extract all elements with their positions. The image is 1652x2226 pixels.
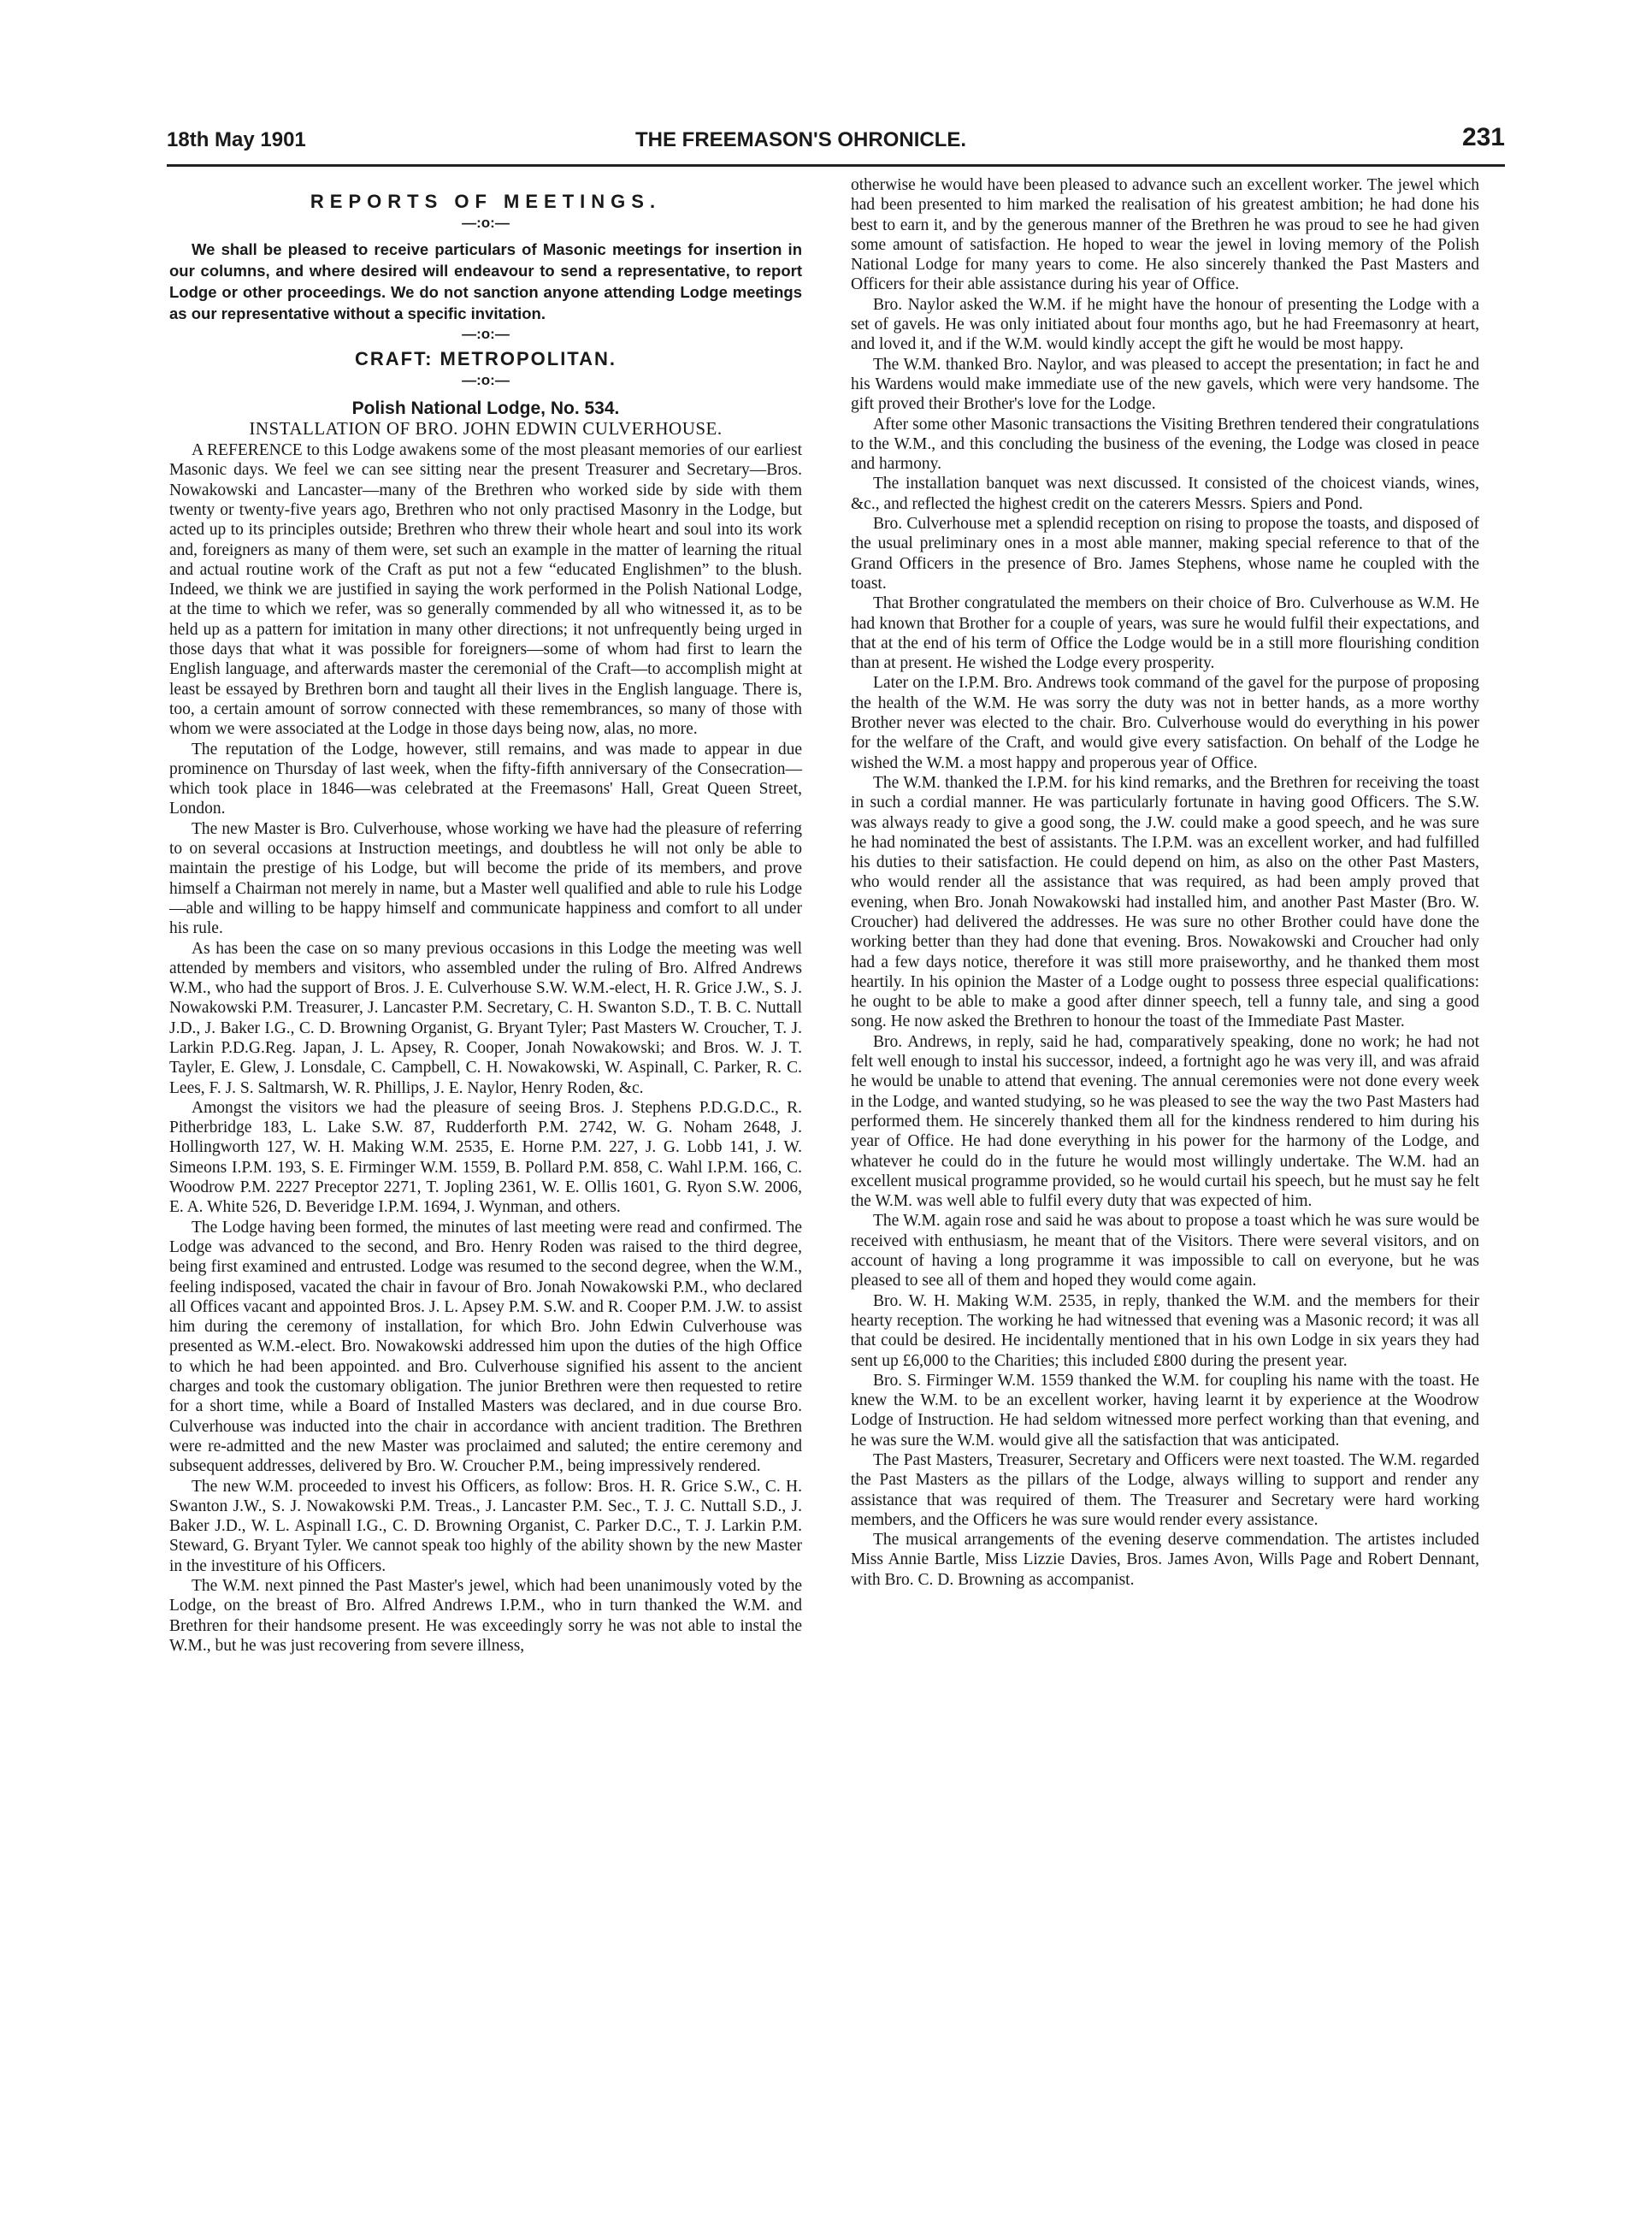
section-title: REPORTS OF MEETINGS.: [310, 191, 662, 212]
right-column: [851, 175, 1479, 1590]
article-paragraph: Bro. W. H. Making W.M. 2535, in reply, thanked the W.M. and the members for their hearty reception. The working he had witnessed that evening was a Masonic record; it was all that could be desired. He incidentally mentioned that in his own Lodge in six years they had sent up £6,000 to the Charities; this included £800 during the present year.: [851, 1291, 1479, 1370]
header-publication-title: THE FREEMASON'S OHRONICLE.: [635, 128, 967, 151]
article-paragraph: Amongst the visitors we had the pleasure of seeing Bros. J. Stephens P.D.G.D.C., R. Pitherbridge 183, L. Lake S.W. 87, Rudderforth P.M. 2742, W. G. Noham 2648, J. Hollingworth 127, W. H. Making W.M. 2535, E. Horne P.M. 227, J. G. Lobb 141, J. W. Simeons I.P.M. 193, S. E. Firminger W.M. 1559, B. Pollard P.M. 858, C. Wahl I.P.M. 166, C. Woodrow P.M. 2227 Preceptor 2271, T. Jopling 2361, W. E. Ollis 1601, G. Ryon S.W. 2006, E. A. White 526, D. Beveridge I.P.M. 1694, J. Wynman, and others.: [169, 1098, 802, 1217]
craft-heading: CRAFT: METROPOLITAN.: [354, 347, 617, 369]
left-column: [169, 178, 802, 1656]
article-paragraph: A REFERENCE to this Lodge awakens some of the most pleasant memories of our earliest Masonic days. We feel we can see sitting near the present Treasurer and Secretary—Bros. Nowakowski and Lancaster—many of the Brethren who worked side by side with them twenty or twenty-five years ago, Brethren who not only practised Masonry in the Lodge, but acted up to its principles outside; Brethren who threw their whole heart and soul into its work and, foreigners as many of them were, set such an example in the matter of learning the ritual and actual routine work of the Craft as put not a few “educated Englishmen” to the blush. Indeed, we think we are justified in saying the work performed in the Polish National Lodge, at the time to which we refer, was so generally commended by all who witnessed it, as to be held up as a pattern for imitation in many other directions; it not unfrequently being urged in those days that what it was possible for foreigners—some of whom had first to learn the English language, and afterwards master the ceremonial of the Craft—to accomplish might at least be essayed by Brethren born and taught all their lives in the English language. There is, too, a certain amount of sorrow connected with these remembrances, so many of those with whom we were associated at the Lodge in those days being now, alas, no more.: [169, 441, 802, 739]
article-paragraph: The musical arrangements of the evening deserve commendation. The artistes included Miss Annie Bartle, Miss Lizzie Davies, Bros. James Avon, Wills Page and Robert Dennant, with Bro. C. D. Browning as accompanist.: [851, 1531, 1479, 1589]
article-paragraph: The W.M. thanked Bro. Naylor, and was pleased to accept the presentation; in fact he and his Wardens would make immediate use of the new gavels, which were very handsome. The gift proved their Brother's love for the Lodge.: [851, 355, 1479, 414]
installation-heading: INSTALLATION OF BRO. JOHN EDWIN CULVERHOUSE.: [249, 417, 723, 439]
article-paragraph: Bro. Naylor asked the W.M. if he might have the honour of presenting the Lodge with a set of gavels. He was only initiated about four months ago, but he had Freemasonry at heart, and loved it, and if the W.M. would kindly accept the gift he would be most happy.: [851, 295, 1479, 354]
notice-divider: —:o:—: [462, 325, 510, 342]
article-paragraph: The new Master is Bro. Culverhouse, whose working we have had the pleasure of referring to on several occasions at Instruction meetings, and doubtless he will not only be able to maintain the prestige of his Lodge, but will become the pride of its members, and prove himself a Chairman not merely in name, but a Master well qualified and able to rule his Lodge—able and willing to be happy himself and communicate happiness and comfort to all under his rule.: [169, 819, 802, 938]
article-paragraph: The new W.M. proceeded to invest his Officers, as follow: Bros. H. R. Grice S.W., C. H. Swanton J.W., S. J. Nowakowski P.M. Treas., J. Lancaster P.M. Sec., T. J. C. Nuttall S.D., J. Baker J.D., W. L. Aspinall I.G., C. D. Browning Organist, C. Parker D.C., T. J. Larkin P.M. Steward, G. Bryant Tyler. We cannot speak too highly of the ability shown by the new Master in the investiture of his Officers.: [169, 1477, 802, 1575]
article-paragraph: That Brother congratulated the members on their choice of Bro. Culverhouse as W.M. He had known that Brother for a couple of years, was sure he would fulfil their expectations, and that at the end of his term of Office the Lodge would be in a still more flourishing condition than at present. He wished the Lodge every prosperity.: [851, 594, 1479, 673]
article-paragraph: Bro. S. Firminger W.M. 1559 thanked the W.M. for coupling his name with the toast. He knew the W.M. to be an excellent worker, having learnt it by experience at the Woodrow Lodge of Instruction. He had seldom witnessed more perfect working than that evening, and he was sure the W.M. would give all the satisfaction that was anticipated.: [851, 1371, 1479, 1450]
article-paragraph: Bro. Andrews, in reply, said he had, comparatively speaking, done no work; he had not felt well enough to instal his successor, indeed, a fortnight ago he was very ill, and was afraid he would be unable to attend that evening. The annual ceremonies were not done every week in the Lodge, and wanted studying, so he was pleased to see the way the two Past Masters had performed them. He sincerely thanked them all for the kindness rendered to him during his year of Office. He had done everything in his power for the harmony of the Lodge, and whatever he could do in the future he would most willingly undertake. The W.M. had an excellent musical programme provided, so he would curtail his speech, but he must say he felt the W.M. was well able to fulfil every duty that was expected of him.: [851, 1032, 1479, 1211]
editorial-notice: We shall be pleased to receive particulars of Masonic meetings for insertion in our columns, and where desired will endeavour to send a representative, to report Lodge or other proceedings. We do not sanction anyone attending Lodge meetings as our representative without a specific invitation.: [169, 239, 802, 322]
article-paragraph: The reputation of the Lodge, however, still remains, and was made to appear in due prominence on Thursday of last week, when the fifty-fifth anniversary of the Consecration—which took place in 1846—was celebrated at the Freemasons' Hall, Great Queen Street, London.: [169, 740, 802, 818]
header-page-number: 231: [1461, 123, 1505, 151]
craft-divider: —:o:—: [462, 372, 510, 389]
article-paragraph: The W.M. again rose and said he was about to propose a toast which he was sure would be received with enthusiasm, he meant that of the Visitors. There were several visitors, and on account of having a long programme it was impossible to call on everyone, but he was pleased to see all of them and hoped they would come again.: [851, 1212, 1479, 1290]
article-paragraph: otherwise he would have been pleased to advance such an excellent worker. The jewel which had been presented to him marked the realisation of his greatest ambition; he had done his best to earn it, and by the generous manner of the Brethren he was proud to see he had given some amount of satisfaction. He hoped to wear the jewel in loving memory of the Polish National Lodge for many years to come. He also sincerely thanked the Past Masters and Officers for their able assistance during his year of Office.: [851, 176, 1479, 294]
article-paragraph: The W.M. next pinned the Past Master's jewel, which had been unanimously voted by the Lodge, on the breast of Bro. Alfred Andrews I.P.M., who in turn thanked the W.M. and Brethren for their handsome present. He was exceedingly sorry he was not able to instal the W.M., but he was just recovering from severe illness,: [169, 1577, 802, 1655]
header-date: 18th May 1901: [167, 128, 306, 151]
section-divider: —:o:—: [462, 215, 510, 232]
page-header: [167, 123, 1505, 166]
article-paragraph: Bro. Culverhouse met a splendid reception on rising to propose the toasts, and disposed of the usual preliminary ones in a most able manner, making special reference to that of the Grand Officers in the presence of Bro. James Stephens, whose name he coupled with the toast.: [851, 515, 1479, 593]
lodge-heading: Polish National Lodge, No. 534.: [351, 399, 620, 419]
article-paragraph: Later on the I.P.M. Bro. Andrews took command of the gavel for the purpose of proposing the health of the W.M. He was sorry the duty was not in better hands, as a more worthy Brother never was elected to the chair. Bro. Culverhouse would do everything in his power for the welfare of the Craft, and would give every satisfaction. On behalf of the Lodge he wished the W.M. a most happy and properous year of Office.: [851, 674, 1479, 772]
article-paragraph: The installation banquet was next discussed. It consisted of the choicest viands, wines, &c., and reflected the highest credit on the caterers Messrs. Spiers and Pond.: [851, 475, 1479, 513]
article-paragraph: As has been the case on so many previous occasions in this Lodge the meeting was well attended by members and visitors, who assembled under the ruling of Bro. Alfred Andrews W.M., who had the support of Bros. J. E. Culverhouse S.W. W.M.-elect, H. R. Grice J.W., S. J. Nowakowski P.M. Treasurer, J. Lancaster P.M. Secretary, C. H. Swanton S.D., T. B. C. Nuttall J.D., J. Baker I.G., C. D. Browning Organist, G. Bryant Tyler; Past Masters W. Croucher, T. J. Larkin P.D.G.Reg. Japan, J. L. Apsey, R. Cooper, Jonah Nowakowski; and Bros. W. J. T. Tayler, E. Glew, J. Lonsdale, C. Campbell, C. H. Nowakowski, W. Aspinall, C. Parker, R. C. Lees, F. J. S. Saltmarsh, W. R. Phillips, J. E. Naylor, Henry Roden, &c.: [169, 939, 802, 1097]
header-rule: [167, 164, 1505, 167]
article-paragraph: After some other Masonic transactions the Visiting Brethren tendered their congratulations to the W.M., and this concluding the business of the evening, the Lodge was closed in peace and harmony.: [851, 415, 1479, 474]
article-paragraph: The W.M. thanked the I.P.M. for his kind remarks, and the Brethren for receiving the toast in such a cordial manner. He was particularly fortunate in having good Officers. The S.W. was always ready to give a good song, the J.W. could make a good speech, and he was sure he had nominated the best of assistants. The I.P.M. was an excellent worker, and had fulfilled his duties to their satisfaction. He could depend on him, as also on the other Past Masters, who would render all the assistance that was required, as had been amply proved that evening, when Bro. Jonah Nowakowski had installed him, and another Past Master (Bro. W. Croucher) had delivered the addresses. He was sure no other Brother could have done the working better than they had done that evening. Bros. Nowakowski and Croucher had only had a few days notice, therefore it was still more praiseworthy, and he thanked them most heartily. In his opinion the Master of a Lodge ought to possess three especial qualifications: he ought to be able to make a good after dinner speech, tell a funny tale, and sing a good song. He now asked the Brethren to honour the toast of the Immediate Past Master.: [851, 773, 1479, 1031]
article-paragraph: The Lodge having been formed, the minutes of last meeting were read and confirmed. The Lodge was advanced to the second, and Bro. Henry Roden was raised to the third degree, being first examined and entrusted. Lodge was resumed to the second degree, when the W.M., feeling indisposed, vacated the chair in favour of Bro. Jonah Nowakowski P.M., who declared all Offices vacant and appointed Bros. J. L. Apsey P.M. S.W. and R. Cooper P.M. J.W. to assist him during the ceremony of installation, for which Bro. John Edwin Culverhouse was presented as W.M.-elect. Bro. Nowakowski addressed him upon the duties of the high Office to which he had been appointed. and Bro. Culverhouse signified his assent to the ancient charges and took the customary obligation. The junior Brethren were then requested to retire for a short time, while a Board of Installed Masters was declared, and in due course Bro. Culverhouse was inducted into the chair in accordance with ancient tradition. The Brethren were re-admitted and the new Master was proclaimed and saluted; the entire ceremony and subsequent addresses, delivered by Bro. W. Croucher P.M., being impressively rendered.: [169, 1218, 802, 1476]
article-paragraph: The Past Masters, Treasurer, Secretary and Officers were next toasted. The W.M. regarded the Past Masters as the pillars of the Lodge, always willing to support and render any assistance that was required of them. The Treasurer and Secretary were hard working members, and the Officers he was sure would render every assistance.: [851, 1451, 1479, 1529]
